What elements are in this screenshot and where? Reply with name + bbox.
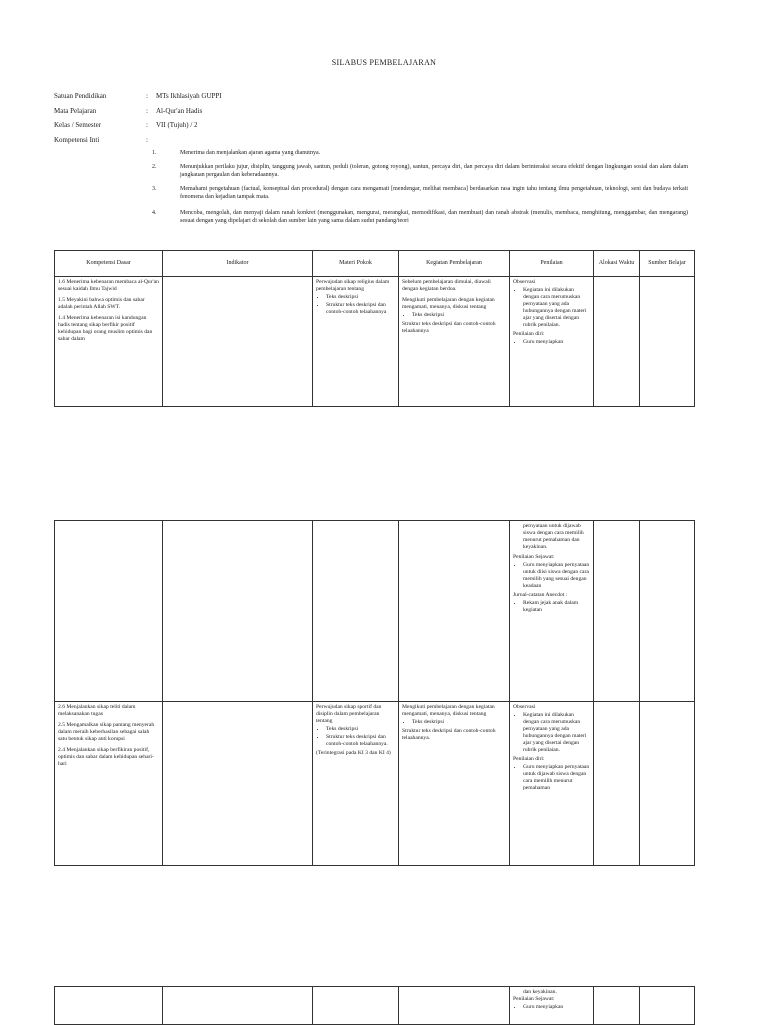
info-value: Al-Qur'an Hadis [156,107,203,115]
cell-materi-pokok [313,702,399,866]
list-item: • Struktur teks deskripsi dan contoh-contoh telaahannya [326,302,395,316]
info-label: Kelas / Semester [54,121,102,129]
cell-alokasi [594,702,640,866]
header-kompetensi-dasar: Kompetensi Dasar [55,251,163,277]
kd-item: 2.4 Menjalankan sikap berfikiran positif, optimis dan sabar dalam kehidupan sehari-hari [58,747,154,767]
ki-number: 4. [152,210,157,216]
penilaian-list [513,339,590,346]
penilaian-list [513,562,590,590]
info-row-mapel [54,107,202,116]
list-item: • Guru menyiapkan [523,1004,590,1011]
info-row-kelas [54,121,198,130]
cell-sumber [640,277,695,407]
kd-item: 1.6 Menerima kebenaran membaca al-Qur'an sesuai kaidah Ilmu Tajwid [58,279,159,292]
penilaian-list [513,764,590,792]
info-sep: : [146,136,148,144]
kegiatan-list [402,719,506,726]
info-row-satuan [54,92,222,101]
penilaian-heading: Observasi [513,704,536,710]
cell-kompetensi-dasar [55,987,163,1025]
ki-text: Memahami pengetahuan (factual, konseptual dan procedural) dengan cara mengamati [mendengar, melihat membaca] berdasarkan rasa ingin tahu tentang ilmu pengetahuan, teknologi, seni dan budaya terkait fenomena dan kejadian tampak mata. [180,186,688,200]
cell-kegiatan [399,277,510,407]
ki-text: Menerima dan menjalankan ajaran agama yang dianutnya. [180,150,321,156]
list-item: • Struktur teks deskripsi dan contoh-contoh telaahannya. [326,734,395,748]
penilaian-heading: Penilaian Sejawat: [513,554,555,560]
cell-indikator [163,702,313,866]
list-item: • Guru menyiapkan [523,339,590,346]
info-sep: : [146,121,148,129]
cell-kompetensi-dasar [55,277,163,407]
ki-text: Mencoba, mengolah, dan menyaji dalam ranah konkret (menggunakan, mengurai, merangkai, memodifikasi, dan membuat) dan ranah abstrak (menulis, membaca, menghitung, menggambar, dan mengarang) sesuai dengan yang dipelajari di sekolah dan sumber lain yang sama dalam sudut pandang/teori [180,210,688,224]
info-label: Satuan Pendidikan [54,92,107,100]
cell-kompetensi-dasar [55,521,163,702]
cell-alokasi [594,987,640,1025]
cell-sumber [640,702,695,866]
cell-indikator [163,521,313,702]
syllabus-table-2 [54,520,695,866]
kegiatan-text: Sebelum pembelajaran dimulai, diawali dengan kegiatan berdoa. [402,279,491,292]
kd-item: 1.4 Menerima kebenaran isi kandungan hadis tentang sikap berfikir positif kehidupan bagi orang muslim optimis dan sabar dalam [58,315,153,342]
header-penilaian: Penilaian [510,251,594,277]
syllabus-table-3 [54,986,695,1025]
header-kegiatan-pembelajaran: Kegiatan Pembelajaran [399,251,510,277]
list-item: • Guru menyiapkan pernyataan untuk diisi siswa dengan cara memilih yang sesuai dengan keadaan [523,562,590,590]
page-title: SILABUS PEMBELAJARAN [331,58,437,67]
penilaian-text: pernyataan untuk dijawab siswa dengan cara memilih menurut pemahaman dan keyakinan. [523,523,584,550]
ki-text: Menunjukkan perilaku jujur, disiplin, tanggung jawab, santun, peduli (toleran, gotong royong), santun, percaya diri, dan percaya diri dalam berinteraksi secara efektif dengan lingkungan sosial dan alam dalam jangkauan pergaulan dan keberadaannya. [180,164,688,178]
header-alokasi-waktu: Alokasi Waktu [594,251,640,277]
kegiatan-text: Struktur teks deskripsi dan contoh-contoh telaahannya. [402,728,496,741]
info-label: Mata Pelajaran [54,107,97,115]
kd-item: 2.6 Menjalankan sikap teliti dalam melaksanakan tugas [58,704,136,717]
cell-alokasi [594,277,640,407]
materi-list [316,294,395,316]
cell-indikator [163,987,313,1025]
kd-item: 1.5 Meyakini bahwa optimis dan sabar adalah perintah Allah SWT. [58,297,145,310]
cell-kompetensi-dasar [55,702,163,866]
syllabus-table-1 [54,250,695,407]
cell-sumber [640,521,695,702]
header-indikator: Indikator [163,251,313,277]
cell-penilaian [510,277,594,407]
penilaian-list [513,712,590,754]
header-materi-pokok: Materi Pokok [313,251,399,277]
penilaian-text: dan keyakinan. [523,989,557,995]
materi-note: (Terintegrasi pada KI 3 dan KI 4) [316,750,391,756]
cell-penilaian [510,521,594,702]
penilaian-heading: Penilaian Sejawat: [513,996,555,1002]
cell-kegiatan [399,521,510,702]
cell-materi-pokok [313,277,399,407]
cell-indikator [163,277,313,407]
cell-kegiatan [399,987,510,1025]
cell-penilaian [510,987,594,1025]
ki-number: 2. [152,164,157,170]
cell-penilaian [510,702,594,866]
penilaian-list [513,287,590,329]
kegiatan-list [402,312,506,319]
cell-materi-pokok [313,521,399,702]
list-item: • Teks deskripsi [326,294,395,301]
info-sep: : [146,92,148,100]
ki-number: 3. [152,186,157,192]
kegiatan-text: Struktur teks deskripsi dan contoh-contoh telaahannya [402,321,496,334]
penilaian-heading: Observasi [513,279,536,285]
info-row-ki [54,136,156,145]
list-item: • Kegiatan ini dilakukan dengan cara merumuskan pernyataan yang ada hubungannya dengan materi ajar yang disertai dengan rubrik penilaian. [523,712,590,754]
list-item: • Guru menyiapkan pernyataan untuk dijawab siswa dengan cara memilih menurut pemahaman [523,764,590,792]
ki-number: 1. [152,150,157,156]
kegiatan-text: Mengikuti pembelajaran dengan kegiatan mengamati, menanya, diskusi tentang [402,704,495,717]
table-row [55,521,695,702]
materi-list [316,726,395,748]
cell-alokasi [594,521,640,702]
cell-kegiatan [399,702,510,866]
list-item: • Rekam jejak anak dalam kegiatan [523,600,590,614]
table-row [55,987,695,1025]
info-value: MTs Ikhlasiyah GUPPI [156,92,222,100]
list-item: • Teks deskripsi [412,719,506,726]
materi-intro: Perwujudan sikap religius dalam pembelajaran tentang [316,279,390,292]
cell-materi-pokok [313,987,399,1025]
table-row [55,702,695,866]
cell-sumber [640,987,695,1025]
info-sep: : [146,107,148,115]
kegiatan-text: Mengikuti pembelajaran dengan kegiatan mengamati, menanya, diskusi tentang [402,297,495,310]
list-item: • Teks deskripsi [326,726,395,733]
penilaian-heading: Jurnal-catatan Anecdot : [513,592,568,598]
table-row [55,277,695,407]
list-item: • Teks deskripsi [412,312,506,319]
penilaian-list [513,1004,590,1011]
header-sumber-belajar: Sumber Belajar [640,251,695,277]
list-item: • Kegiatan ini dilakukan dengan cara merumuskan pernyataan yang ada hubungannya dengan materi ajar yang disertai dengan rubrik penilaian. [523,287,590,329]
penilaian-heading: Penilaian diri: [513,756,545,762]
penilaian-heading: Penilaian diri: [513,331,545,337]
info-value: VII (Tujuh) / 2 [156,121,198,129]
penilaian-list [513,600,590,614]
info-label: Kompetensi Inti [54,136,100,144]
kd-item: 2.5 Mengamalkan sikap pantang menyerah dalam meraih keberhasilan sebagai salah satu bentuk sikap anti korupsi [58,722,155,742]
materi-intro: Perwujudan sikap sportif dan disiplin dalam pembelajaran tentang [316,704,382,724]
